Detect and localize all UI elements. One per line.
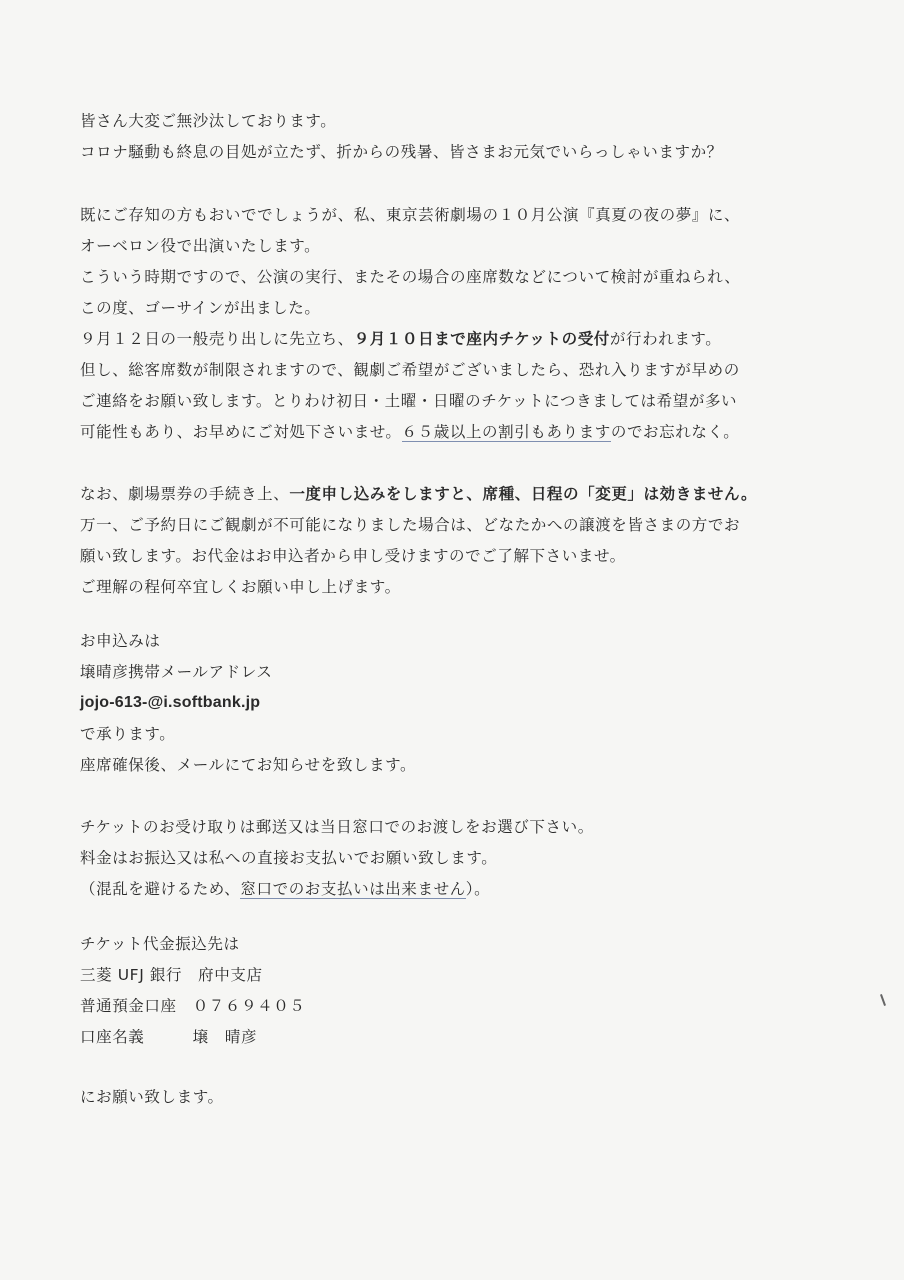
ticket-line-3 <box>80 878 490 900</box>
announce-line-5-start: ９月１２日の一般売り出しに先立ち、 <box>80 330 354 348</box>
greeting-line-2: コロナ騒動も終息の目処が立たず、折からの残暑、皆さまお元気でいらっしゃいますか？ <box>80 143 723 161</box>
announce-line-1: 既にご存知の方もおいででしょうが、私、東京芸術劇場の１０月公演『真夏の夜の夢』に、 <box>80 206 741 224</box>
announce-line-5 <box>80 328 721 350</box>
announce-line-5-end: が行われます。 <box>609 330 722 348</box>
apply-line-1: お申込みは <box>80 632 161 650</box>
ticket-line-1: チケットのお受け取りは郵送又は当日窓口でのお渡しをお選び下さい。 <box>80 818 594 836</box>
announce-line-6: 但し、総客席数が制限されますので、観劇ご希望がございましたら、恐れ入りますが早めの <box>80 361 740 379</box>
ticket-line-2: 料金はお振込又は私への直接お支払いでお願い致します。 <box>80 849 498 867</box>
apply-line-2: 壌晴彦携帯メールアドレス <box>80 663 273 681</box>
ticket-line-3-start: （混乱を避けるため、 <box>80 880 241 898</box>
no-window-payment: 窓口でのお支払いは出来ません <box>240 880 466 898</box>
senior-discount: ６５歳以上の割引もあります <box>401 423 611 441</box>
internal-ticket-deadline: ９月１０日まで座内チケットの受付 <box>353 330 610 348</box>
announce-line-3: こういう時期ですので、公演の実行、またその場合の座席数などについて検討が重ねられ、 <box>80 268 741 286</box>
bank-name: 三菱 UFJ 銀行 府中支店 <box>80 966 263 984</box>
notes-line-2: 万一、ご予約日にご観劇が不可能になりました場合は、どなたかへの譲渡を皆さまの方でお <box>80 516 741 534</box>
apply-line-4: で承ります。 <box>80 725 176 743</box>
announce-line-7: ご連絡をお願い致します。とりわけ初日・土曜・日曜のチケットにつきましては希望が多い <box>80 392 738 410</box>
contact-email[interactable]: jojo-613-@i.softbank.jp <box>80 694 261 711</box>
scan-mark <box>880 994 886 1006</box>
announce-line-8-start: 可能性もあり、お早めにご対処下さいませ。 <box>80 423 402 441</box>
closing-line: にお願い致します。 <box>80 1088 224 1106</box>
account-holder: 口座名義 壌 晴彦 <box>80 1028 258 1046</box>
bank-line-1: チケット代金振込先は <box>80 935 240 953</box>
no-change-notice: 一度申し込みをしますと、席種、日程の「変更」は効きません。 <box>289 485 758 503</box>
announce-line-8-end: のでお忘れなく。 <box>610 423 740 441</box>
announce-line-8 <box>80 421 739 443</box>
greeting-line-1: 皆さん大変ご無沙汰しております。 <box>80 112 337 130</box>
apply-line-5: 座席確保後、メールにてお知らせを致します。 <box>80 756 417 774</box>
announce-line-2: オーベロン役で出演いたします。 <box>80 237 321 255</box>
notes-line-1 <box>80 483 757 505</box>
ticket-line-3-end: ）。 <box>465 880 491 898</box>
announce-line-4: この度、ゴーサインが出ました。 <box>80 299 321 317</box>
notes-line-3: 願い致します。お代金はお申込者から申し受けますのでご了解下さいませ。 <box>80 547 626 565</box>
notes-line-1-start: なお、劇場票券の手続き上、 <box>80 485 290 503</box>
account-number: 普通預金口座 ０７６９４０５ <box>80 997 306 1015</box>
notes-line-4: ご理解の程何卒宜しくお願い申し上げます。 <box>80 578 401 596</box>
